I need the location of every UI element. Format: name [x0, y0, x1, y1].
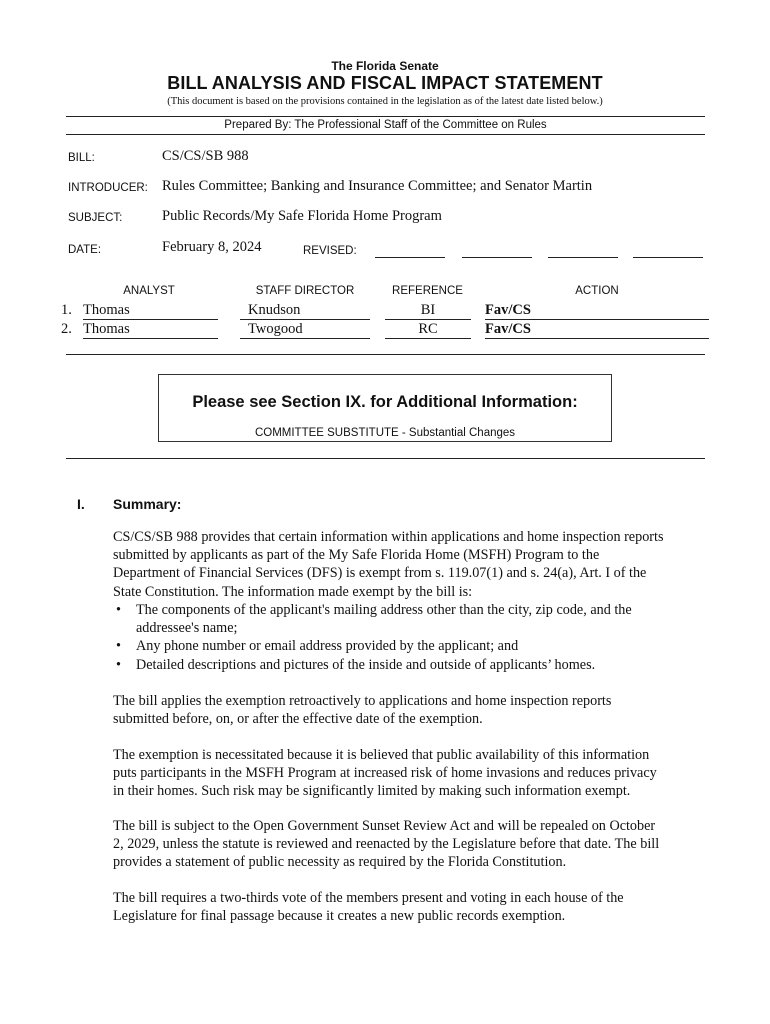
text-line: • Any phone number or email address provided by the applicant; and: [136, 638, 519, 655]
section-title: Summary:: [113, 496, 182, 512]
row-number: 1.: [61, 302, 72, 318]
prepared-by: Prepared By: The Professional Staff of the Committee on Rules: [224, 119, 547, 131]
summary-paragraph-3: [113, 746, 713, 801]
date-label: DATE:: [68, 244, 102, 256]
text-line: The bill requires a two-thirds vote of the members present and voting in each house of the: [113, 890, 624, 906]
column-header-staff-director: STAFF DIRECTOR: [255, 285, 355, 297]
table-rule: [66, 354, 705, 355]
committee-substitute-note: COMMITTEE SUBSTITUTE - Substantial Changes: [254, 427, 516, 439]
text-line: provides a statement of public necessity as required by the Florida Constitution.: [113, 854, 567, 871]
summary-paragraph-4: [113, 817, 713, 872]
text-line: in their homes. Such risk may be significantly limited by making such information exempt.: [113, 783, 631, 800]
text-line: Legislature for final passage because it creates a new public records exemption.: [113, 908, 566, 925]
column-header-reference: REFERENCE: [392, 285, 463, 297]
action-cell: Fav/CS: [485, 321, 709, 339]
subject-value: Public Records/My Safe Florida Home Program: [162, 208, 442, 224]
additional-info-title: Please see Section IX. for Additional Information:: [192, 393, 578, 411]
text-line: submitted before, on, or after the effective date of the exemption.: [113, 711, 483, 728]
analyst-cell: Thomas: [83, 302, 218, 320]
revised-line-1: [375, 257, 445, 258]
column-header-analyst: ANALYST: [123, 285, 175, 297]
text-line: CS/CS/SB 988 provides that certain information within applications and home inspection reports: [113, 529, 664, 545]
subject-label: SUBJECT:: [68, 212, 123, 224]
text-line: State Constitution. The information made exempt by the bill is:: [113, 583, 473, 600]
text-line: 2, 2029, unless the statute is reviewed and reenacted by the Legislature before that date. The bill: [113, 836, 660, 853]
staff-director-cell: Twogood: [240, 321, 370, 339]
text-line: The bill applies the exemption retroactively to applications and home inspection reports: [113, 693, 612, 709]
introducer-label: INTRODUCER:: [68, 182, 148, 194]
staff-director-cell: Knudson: [240, 302, 370, 320]
summary-paragraph-1: [113, 528, 713, 601]
reference-cell: RC: [385, 321, 471, 339]
row-number: 2.: [61, 321, 72, 337]
document-title: BILL ANALYSIS AND FISCAL IMPACT STATEMENT: [167, 73, 603, 93]
section-number: I.: [77, 496, 85, 512]
text-line: The exemption is necessitated because it is believed that public availability of this information: [113, 747, 650, 763]
header-rule-bottom: [66, 134, 705, 135]
text-line: puts participants in the MSFH Program at increased risk of home invasions and reduces privacy: [113, 765, 657, 782]
senate-heading: The Florida Senate: [331, 59, 439, 73]
header-rule-top: [66, 116, 705, 117]
revised-label: REVISED:: [303, 245, 357, 257]
bill-label: BILL:: [68, 152, 95, 164]
text-line: • Detailed descriptions and pictures of the inside and outside of applicants’ homes.: [136, 656, 596, 673]
revised-line-2: [462, 257, 532, 258]
list-item: [113, 601, 713, 637]
introducer-value: Rules Committee; Banking and Insurance Committee; and Senator Martin: [162, 178, 593, 194]
exempt-info-list: [113, 601, 713, 674]
bill-value: CS/CS/SB 988: [162, 148, 249, 164]
reference-cell: BI: [385, 302, 471, 320]
date-value: February 8, 2024: [162, 239, 262, 255]
box-rule: [66, 458, 705, 459]
document-note: (This document is based on the provisions contained in the legislation as of the latest date listed below.): [167, 96, 603, 107]
summary-paragraph-5: [113, 889, 713, 925]
analyst-cell: Thomas: [83, 321, 218, 339]
list-item: [113, 656, 713, 674]
action-cell: Fav/CS: [485, 302, 709, 320]
column-header-action: ACTION: [575, 285, 619, 297]
text-line: submitted by applicants as part of the My Safe Florida Home (MSFH) Program to the: [113, 547, 600, 564]
text-line: The bill is subject to the Open Government Sunset Review Act and will be repealed on October: [113, 818, 656, 834]
revised-line-4: [633, 257, 703, 258]
text-line: • The components of the applicant's mailing address other than the city, zip code, and the: [136, 602, 632, 618]
text-line: Department of Financial Services (DFS) is exempt from s. 119.07(1) and s. 24(a), Art. I of the: [113, 565, 647, 582]
summary-paragraph-2: [113, 692, 713, 728]
list-item: [113, 637, 713, 655]
additional-info-box: [158, 374, 612, 442]
text-line: addressee's name;: [136, 620, 238, 637]
revised-line-3: [548, 257, 618, 258]
